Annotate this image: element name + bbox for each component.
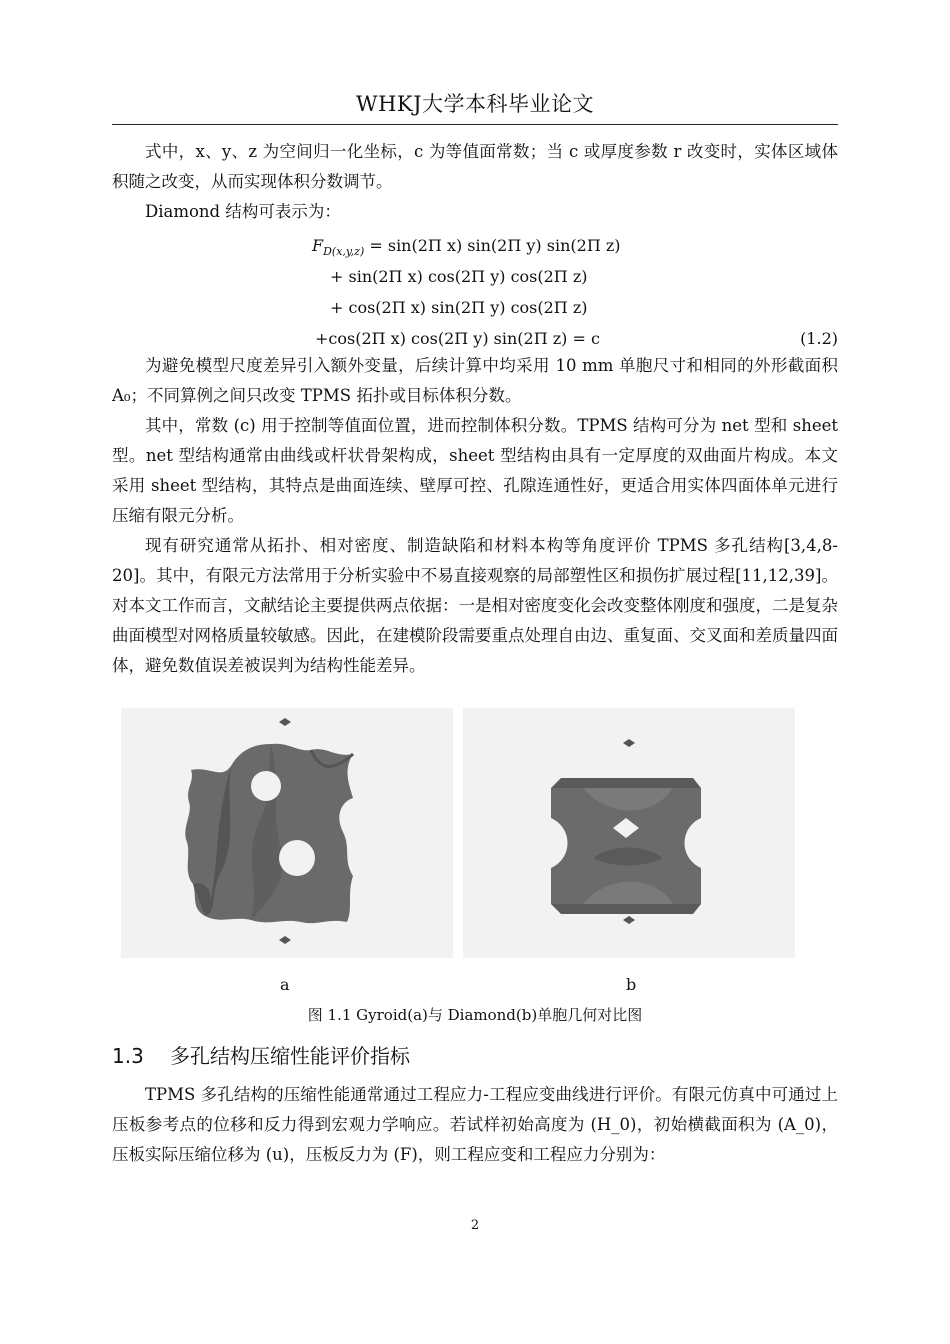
gyroid-render — [121, 708, 453, 958]
paragraph-evaluation: TPMS 多孔结构的压缩性能通常通过工程应力-工程应变曲线进行评价。有限元仿真中可通过上压板参考点的位移和反力得到宏观力学响应。若试样初始高度为 (H_0)，初始横截面积为 (A_0)，压板实际压缩位移为 (u)，压板反力为 (F)，则工程应变和工程应力分别为： — [112, 1085, 838, 1164]
page-number: 2 — [470, 1218, 480, 1233]
equation-lhs: F — [312, 236, 324, 255]
equation-line-2: + sin(2Π x) cos(2Π y) cos(2Π z) — [330, 267, 588, 286]
text-block-bottom — [112, 1080, 838, 1170]
header-rule — [112, 124, 838, 125]
figure-label-b: b — [626, 975, 637, 994]
diamond-render — [463, 708, 795, 958]
paragraph-diamond-intro: Diamond 结构可表示为： — [145, 202, 341, 221]
equation-lhs-sub: D(x,y,z) — [323, 245, 365, 259]
section-title: 多孔结构压缩性能评价指标 — [170, 1044, 410, 1068]
equation-number: (1.2) — [800, 329, 838, 348]
figure-label-a: a — [280, 975, 290, 994]
page-header: WHKJ大学本科毕业论文 — [355, 92, 594, 116]
paragraph-model-size: 为避免模型尺度差异引入额外变量，后续计算中均采用 10 mm 单胞尺寸和相同的外形截面积 A₀；不同算例之间只改变 TPMS 拓扑或目标体积分数。 — [112, 356, 838, 405]
section-heading — [112, 1040, 410, 1069]
paragraph-literature: 现有研究通常从拓扑、相对密度、制造缺陷和材料本构等角度评价 TPMS 多孔结构[3,4,8-20]。其中，有限元方法常用于分析实验中不易直接观察的局部塑性区和损伤扩展过程[11,12,39]。对本文工作而言，文献结论主要提供两点依据：一是相对密度变化会改变整体刚度和强度，二是复杂曲面模型对网格质量较敏感。因此，在建模阶段需要重点处理自由边、重复面、交叉面和差质量四面体，避免数值误差被误判为结构性能差异。 — [112, 536, 838, 675]
paragraph-coordinates: 式中，x、y、z 为空间归一化坐标，c 为等值面常数；当 c 或厚度参数 r 改变时，实体区域体积随之改变，从而实现体积分数调节。 — [112, 142, 838, 191]
figure-caption: 图 1.1 Gyroid(a)与 Diamond(b)单胞几何对比图 — [307, 1006, 643, 1024]
figure-diamond-image — [463, 708, 795, 958]
figure-gyroid-image — [121, 708, 453, 958]
section-number: 1.3 — [112, 1044, 144, 1068]
equation-line-1: = sin(2Π x) sin(2Π y) sin(2Π z) — [369, 236, 621, 255]
text-block-top — [112, 137, 838, 681]
equation-diamond — [112, 227, 838, 351]
paragraph-sheet-type: 其中，常数 (c) 用于控制等值面位置，进而控制体积分数。TPMS 结构可分为 net 型和 sheet 型。net 型结构通常由曲线或杆状骨架构成，sheet 型结构由具有一定厚度的双曲面片构成。本文采用 sheet 型结构，其特点是曲面连续、壁厚可控、孔隙连通性好，更适合用实体四面体单元进行压缩有限元分析。 — [112, 416, 838, 525]
equation-line-3: + cos(2Π x) sin(2Π y) cos(2Π z) — [330, 298, 588, 317]
equation-line-4: +cos(2Π x) cos(2Π y) sin(2Π z) = c — [315, 329, 600, 348]
